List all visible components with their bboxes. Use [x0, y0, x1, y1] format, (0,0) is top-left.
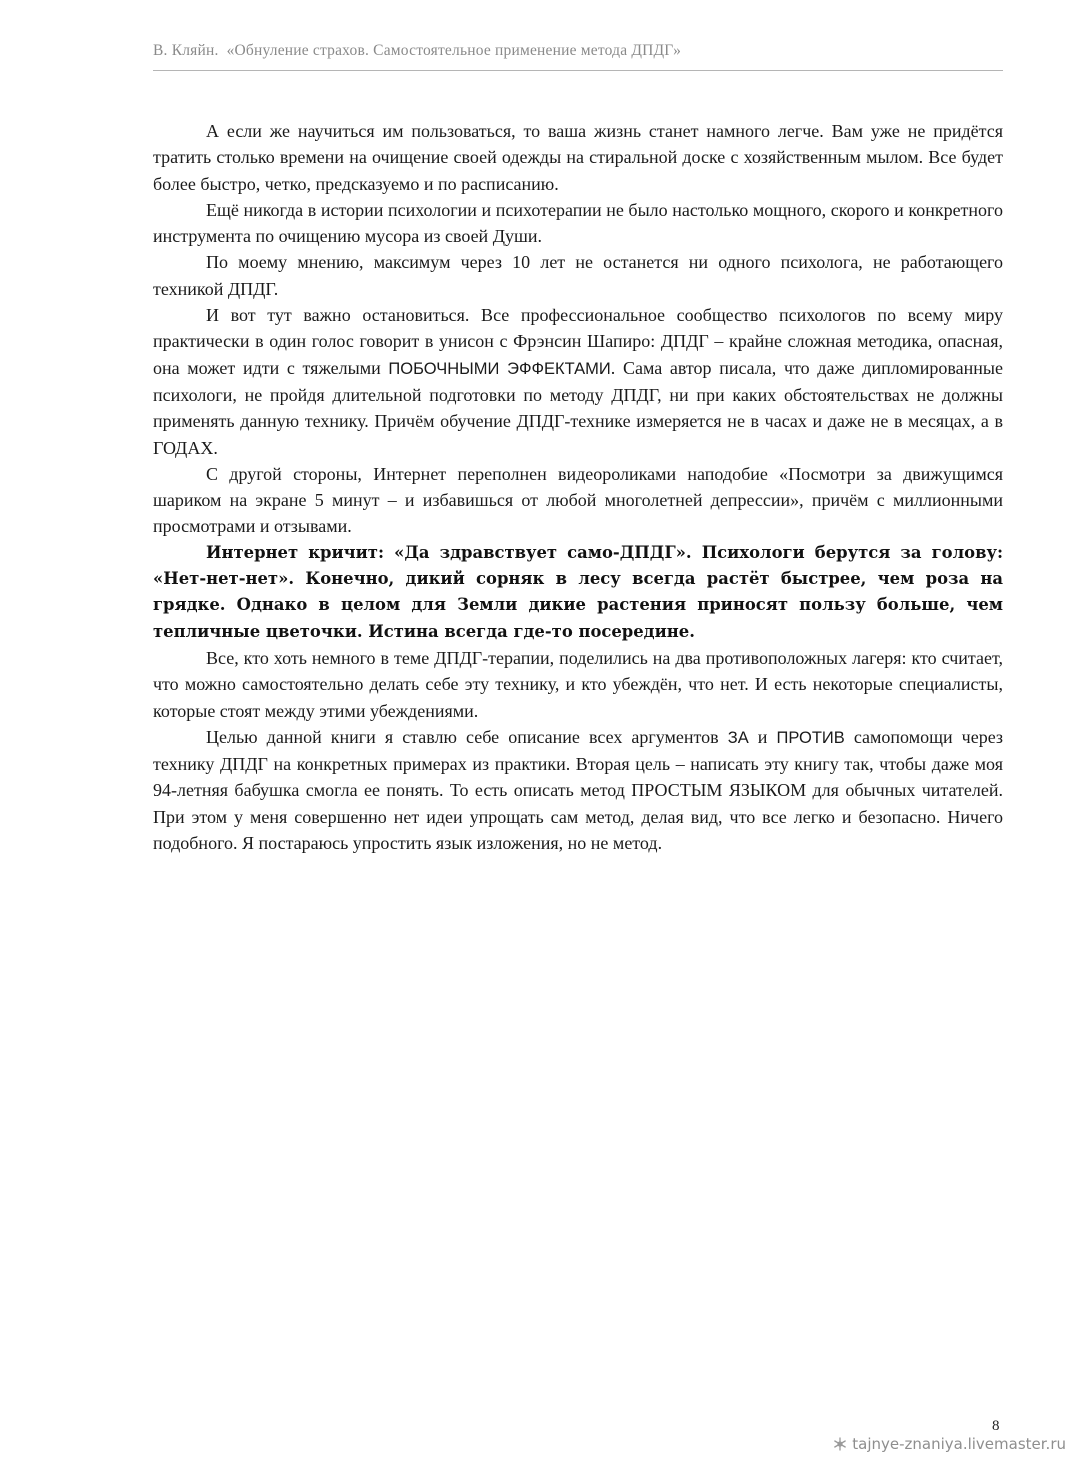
paragraph-4 — [153, 302, 1003, 461]
paragraph-8-part-2: самопомощи через технику ДПДГ на конкретных примерах из практики. Вторая цель – написать эту книгу так, чтобы даже моя 94-летняя бабушка смогла ее понять. То есть описать метод ПРОСТЫМ ЯЗЫКОМ для обычных читателей. При этом у меня совершенно нет идеи упрощать сам метод, делая вид, что все легко и безопасно. Ничего подобного. Я постараюсь упростить язык изложения, но не метод. — [153, 726, 1004, 854]
paragraph-8-part-1: Целью данной книги я ставлю себе описание всех аргументов — [206, 726, 728, 747]
paragraph-5: С другой стороны, Интернет переполнен видеороликами наподобие «Посмотри за движущимся шариком на экране 5 минут – и избавишься от любой многолетней депрессии», причём с миллионными просмотрами и отзывами. — [153, 463, 1003, 537]
paragraph-8-joiner: и — [748, 726, 777, 747]
against-emphasis: ПРОТИВ — [776, 728, 845, 747]
paragraph-7: Все, кто хоть немного в теме ДПДГ-терапии, поделились на два противоположных лагеря: кто считает, что можно самостоятельно делать себе эту технику, и кто убеждён, что нет. И есть некоторые специалисты, которые стоят между этими убеждениями. — [153, 647, 1003, 721]
side-effects-emphasis: ПОБОЧНЫМИ ЭФФЕКТАМИ — [388, 359, 611, 378]
snowflake-icon — [833, 1437, 847, 1451]
running-header — [153, 42, 1003, 71]
bold-paragraph: Интернет кричит: «Да здравствует само-ДПДГ». Психологи берутся за голову: «Нет-нет-нет». Конечно, дикий сорняк в лесу всегда растёт быстрее, чем роза на грядке. Однако в целом для Земли дикие растения приносят пользу больше, чем тепличные цветочки. Истина всегда где-то посередине. — [153, 542, 1003, 641]
paragraph-4-part-2: . Сама автор писала, что даже дипломированные психологи, не пройдя длительной подготовки по методу ДПДГ, ни при каких обстоятельствах не должны применять данную технику. Причём обучение ДПДГ-технике измеряется не в часах и даже не в месяцах, а в ГОДАХ. — [153, 357, 1003, 458]
paragraph-3: По моему мнению, максимум через 10 лет не останется ни одного психолога, не работающего техникой ДПДГ. — [153, 252, 1003, 299]
for-emphasis: ЗА — [727, 728, 749, 747]
paragraph-1: А если же научиться им пользоваться, то ваша жизнь станет намного легче. Вам уже не придётся тратить столько времени на очищение своей одежды на стиральной доске с хозяйственным мылом. Все будет более быстро, четко, предсказуемо и по расписанию. — [153, 121, 1003, 194]
page-number: 8 — [992, 1418, 1000, 1434]
header-author: В. Кляйн. — [153, 42, 219, 59]
paragraph-8 — [153, 724, 1003, 856]
paragraph-2: Ещё никогда в истории психологии и психотерапии не было настолько мощного, скорого и конкретного инструмента по очищению мусора из своей Души. — [153, 199, 1003, 247]
watermark-text: tajnye-znaniya.livemaster.ru — [852, 1435, 1066, 1453]
body-text — [153, 118, 1003, 856]
watermark — [833, 1435, 1066, 1453]
paragraph-4-part-1: И вот тут важно остановиться. Все профессиональное сообщество психологов по всему миру практически в один голос говорит в унисон с Фрэнсин Шапиро: ДПДГ – крайне сложная методика, опасная, она может идти с тяжелыми — [153, 305, 1003, 378]
header-book-title: «Обнуление страхов. Самостоятельное применение метода ДПДГ» — [226, 42, 682, 59]
